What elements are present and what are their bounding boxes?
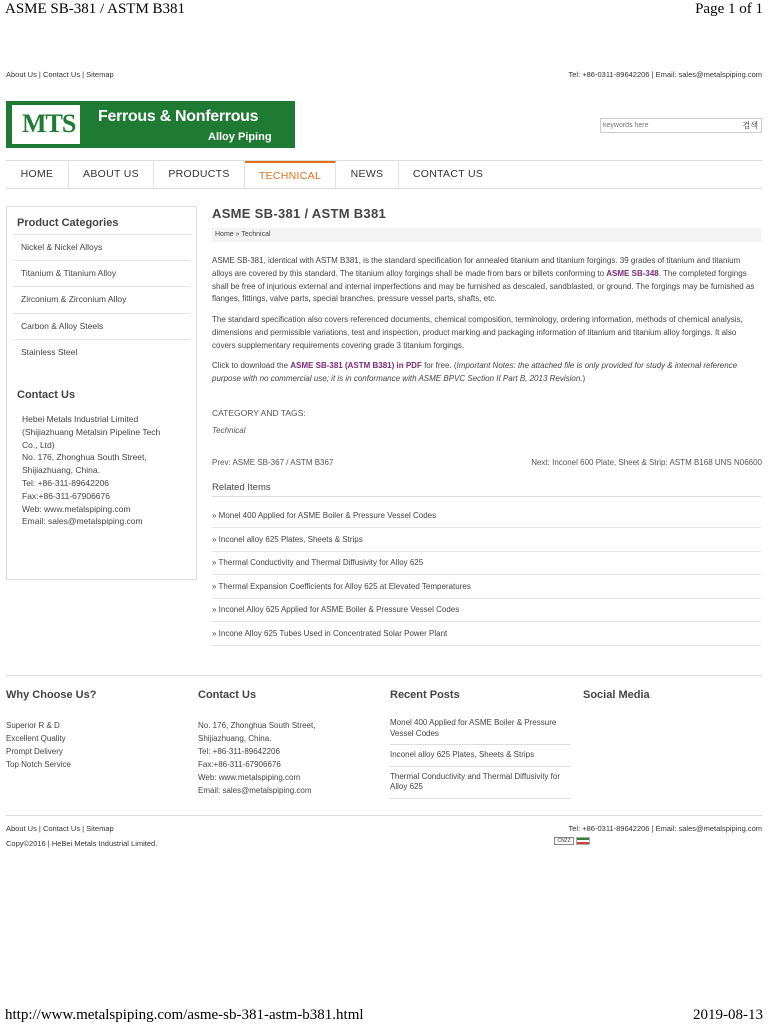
sidebar-item-titanium[interactable]: Titanium & Titanium Alloy [13,260,190,286]
contact-line: Tel: +86-311-89642206 [22,477,110,488]
logo-line-1: Ferrous & Nonferrous [98,108,259,125]
search-box [600,118,762,133]
sidebar-item-carbon-steel[interactable]: Carbon & Alloy Steels [13,313,190,339]
important-note: Important Notes: the attached file is only provided for study & internal reference purpose with no commercial use; it is in conformance with ASME BPVC Section II Part B, 2013 Revision. [212,361,738,383]
print-header [0,0,768,22]
site-logo[interactable] [6,101,295,148]
paragraph-intro [212,255,761,306]
footer-social-media [583,689,763,720]
logo-mark-text: MTS [22,109,76,138]
recent-post-link[interactable]: Inconel alloy 625 Plates, Sheets & Strips [390,745,570,767]
footer-why-choose-us [6,689,186,772]
footer-contact-line: Shijiazhuang, China. [198,733,272,743]
related-items-title: Related Items [212,482,271,493]
bottom-contact: Tel: +86-0311-89642206 | Email: sales@metalspiping.com [568,824,762,833]
related-item[interactable]: » Thermal Conductivity and Thermal Diffusivity for Alloy 625 [212,552,761,575]
search-button[interactable]: 검색 [742,121,758,130]
footer-contact-title: Contact Us [198,689,257,701]
paragraph-text: . The completed forgings shall be free of injurious external and internal imperfections and may be furnished as descaled, sandblasted, or ground. The forgings may be furnished as flanges, fittings, valve parts, special branches, pressure vessel parts, shafts, etc. [212,268,755,304]
cnzz-badge[interactable]: CNZZ [554,837,574,845]
nav-about-us[interactable]: ABOUT US [69,161,154,188]
copyright: Copy©2016 | HeBei Metals Industrial Limited. [6,839,158,848]
category-tags-label: CATEGORY AND TAGS: [212,408,306,418]
footer-divider [6,815,762,816]
logo-mark [12,105,80,144]
bottom-links[interactable]: About Us | Contact Us | Sitemap [6,824,114,833]
logo-line-2: Alloy Piping [208,131,272,143]
contact-line[interactable]: Web: www.metalspiping.com [22,503,131,514]
search-input[interactable] [603,120,733,131]
related-item[interactable]: » Thermal Expansion Coefficients for Alloy 625 at Elevated Temperatures [212,576,761,599]
contact-line: Co., Ltd) [22,439,55,450]
sidebar-item-zirconium[interactable]: Zirconium & Zirconium Alloy [13,286,190,312]
nav-home[interactable]: HOME [6,161,69,188]
footer-contact [198,689,378,797]
pdf-download-link[interactable]: ASME SB-381 (ASTM B381) in PDF [290,361,422,370]
prev-post-link[interactable]: Prev: ASME SB-367 / ASTM B367 [212,458,334,467]
recent-posts-title: Recent Posts [390,689,460,701]
top-bar [6,70,762,82]
why-item: Excellent Quality [6,733,66,743]
paragraph-text: Click to download the [212,361,291,370]
contact-line: Shijiazhuang, China. [22,465,100,476]
contact-line: Fax:+86-311-67906676 [22,490,110,501]
sidebar [6,206,197,580]
why-choose-us-title: Why Choose Us? [6,689,97,701]
print-title: ASME SB-381 / ASTM B381 [5,1,186,17]
contact-line: (Shijiazhuang Metalsin Pipeline Tech [22,426,161,437]
why-item: Prompt Delivery [6,746,63,756]
product-categories-title: Product Categories [17,217,119,229]
why-item: Top Notch Service [6,759,71,769]
nav-technical[interactable]: TECHNICAL [245,161,336,188]
footer-recent-posts [390,689,570,799]
related-item[interactable]: » Monel 400 Applied for ASME Boiler & Pressure Vessel Codes [212,505,761,528]
related-item[interactable]: » Incone Alloy 625 Tubes Used in Concentrated Solar Power Plant [212,623,761,646]
divider [212,496,761,497]
why-item: Superior R & D [6,721,60,730]
flag-icon [576,837,590,845]
sidebar-item-nickel[interactable]: Nickel & Nickel Alloys [13,234,190,260]
page-title: ASME SB-381 / ASTM B381 [212,206,387,221]
print-date: 2019-08-13 [693,1007,763,1023]
social-media-title: Social Media [583,689,650,701]
contact-line[interactable]: Email: sales@metalspiping.com [22,516,143,527]
footer-divider [6,675,762,676]
print-page-number: Page 1 of 1 [695,1,763,17]
nav-products[interactable]: PRODUCTS [154,161,245,188]
print-footer [0,1005,768,1024]
top-contact: Tel: +86-0311-89642206 | Email: sales@metalspiping.com [568,70,762,79]
contact-line: Hebei Metals Industrial Limited [22,414,139,424]
footer-contact-line: Fax:+86-311-67906676 [198,759,281,769]
main-nav [6,160,762,189]
breadcrumb[interactable]: Home » Technical [212,228,761,242]
related-item[interactable]: » Inconel alloy 625 Plates, Sheets & Strips [212,529,761,552]
category-tag-technical[interactable]: Technical [212,426,246,435]
footer-contact-line: No. 176, Zhonghua South Street, [198,721,316,730]
paragraph-download [212,360,761,386]
nav-news[interactable]: NEWS [336,161,399,188]
footer-contact-line[interactable]: Email: sales@metalspiping.com [198,785,312,795]
nav-contact-us[interactable]: CONTACT US [412,168,484,180]
footer-contact-line[interactable]: Web: www.metalspiping.com [198,772,301,782]
paragraph-text: ) [582,373,586,383]
paragraph-text: ASME SB-381, identical with ASTM B381, is the standard specification for annealed titanium and titanium forgings. 39 grades of titanium and titanium alloys are covered by this standard. The titanium alloy forgings shall be made from bars or billets conforming to [212,256,741,278]
sidebar-contact-title: Contact Us [17,389,76,401]
print-url: http://www.metalspiping.com/asme-sb-381-astm-b381.html [5,1007,364,1023]
paragraph-scope: The standard specification also covers referenced documents, chemical composition, terminology, ordering information, methods of chemical analysis, dimensions and permissible variations, test and inspection, product marking and packaging information of titanium and titanium alloy forgings. It also covers supplementary requirements covering grade 3 titanium forgings. [212,315,743,350]
site-badges [554,837,590,846]
recent-post-link[interactable]: Thermal Conductivity and Thermal Diffusivity for Alloy 625 [390,767,570,799]
next-post-link[interactable]: Next: Inconel 600 Plate, Sheet & Strip: ASTM B168 UNS N06600 [531,458,762,467]
sidebar-contact-info [22,413,160,528]
paragraph-text: for free. ( [421,361,457,370]
asme-sb-348-link[interactable]: ASME SB-348 [606,268,659,278]
related-item[interactable]: » Inconel Alloy 625 Applied for ASME Boiler & Pressure Vessel Codes [212,599,761,622]
footer-contact-line: Tel: +86-311-89642206 [198,746,280,756]
recent-post-link[interactable]: Monel 400 Applied for ASME Boiler & Pressure Vessel Codes [390,713,570,745]
sidebar-item-stainless[interactable]: Stainless Steel [13,339,190,365]
top-links[interactable]: About Us | Contact Us | Sitemap [6,70,114,79]
contact-line: No. 176, Zhonghua South Street, [22,452,147,463]
